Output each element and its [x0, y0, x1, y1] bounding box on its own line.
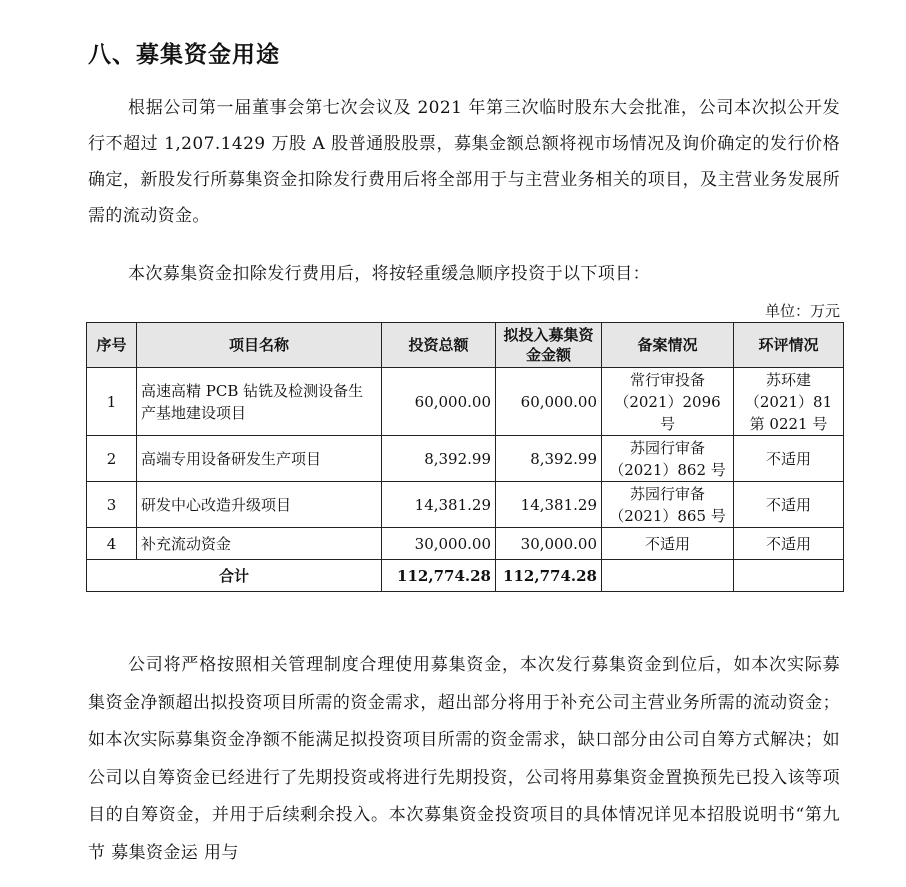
row-project-name: 高速高精 PCB 钻铣及检测设备生产基地建设项目 — [137, 368, 382, 436]
row-filing: 苏园行审备（2021）865 号 — [602, 482, 734, 528]
row-project-name: 补充流动资金 — [137, 528, 382, 560]
header-filing: 备案情况 — [602, 323, 734, 368]
row-no: 2 — [87, 436, 137, 482]
table-header-row — [87, 323, 844, 368]
header-planned-funds: 拟投入募集资金金额 — [496, 323, 602, 368]
total-label: 合计 — [87, 560, 382, 592]
header-project-name: 项目名称 — [137, 323, 382, 368]
row-no: 3 — [87, 482, 137, 528]
closing-paragraph: 公司将严格按照相关管理制度合理使用募集资金，本次发行募集资金到位后，如本次实际募集资金净额超出拟投资项目所需的资金需求，超出部分将用于补充公司主营业务所需的流动资金；如本次实际募集资金净额不能满足拟投资项目所需的资金需求，缺口部分由公司自筹方式解决；如公司以自筹资金已经进行了先期投资或将进行先期投资，公司将用募集资金置换预先已投入该等项目的自筹资金，并用于后续剩余投入。本次募集资金投资项目的具体情况详见本招股说明书“第九节 募集资金运 用与 — [88, 655, 840, 863]
total-investment-sum: 112,774.28 — [382, 560, 496, 592]
table-row — [87, 528, 844, 560]
row-total: 14,381.29 — [382, 482, 496, 528]
fund-usage-table — [86, 322, 844, 592]
row-eia: 不适用 — [734, 482, 844, 528]
row-planned: 8,392.99 — [496, 436, 602, 482]
header-total-investment: 投资总额 — [382, 323, 496, 368]
header-eia: 环评情况 — [734, 323, 844, 368]
row-filing: 苏园行审备（2021）862 号 — [602, 436, 734, 482]
row-planned: 60,000.00 — [496, 368, 602, 436]
total-filing-empty — [602, 560, 734, 592]
row-project-name: 高端专用设备研发生产项目 — [137, 436, 382, 482]
row-eia: 不适用 — [734, 436, 844, 482]
total-planned-sum: 112,774.28 — [496, 560, 602, 592]
investment-order-paragraph: 本次募集资金扣除发行费用后，将按轻重缓急顺序投资于以下项目： — [128, 264, 650, 284]
table-row — [87, 368, 844, 436]
row-eia: 不适用 — [734, 528, 844, 560]
unit-label: 单位：万元 — [764, 302, 840, 320]
row-project-name: 研发中心改造升级项目 — [137, 482, 382, 528]
row-no: 1 — [87, 368, 137, 436]
row-total: 30,000.00 — [382, 528, 496, 560]
table-row — [87, 482, 844, 528]
row-no: 4 — [87, 528, 137, 560]
section-heading: 八、募集资金用途 — [88, 42, 280, 68]
total-eia-empty — [734, 560, 844, 592]
table-total-row — [87, 560, 844, 592]
table-row — [87, 436, 844, 482]
row-total: 60,000.00 — [382, 368, 496, 436]
header-no: 序号 — [87, 323, 137, 368]
row-eia: 苏环建（2021）81第 0221 号 — [734, 368, 844, 436]
row-planned: 14,381.29 — [496, 482, 602, 528]
row-total: 8,392.99 — [382, 436, 496, 482]
intro-paragraph: 根据公司第一届董事会第七次会议及 2021 年第三次临时股东大会批准，公司本次拟公开发行不超过 1,207.1429 万股 A 股普通股股票，募集金额总额将视市场情况及询价确定的发行价格确定，新股发行所募集资金扣除发行费用后将全部用于与主营业务相关的项目，及主营业务发展所需的流动资金。 — [88, 98, 840, 226]
row-filing: 不适用 — [602, 528, 734, 560]
row-planned: 30,000.00 — [496, 528, 602, 560]
row-filing: 常行审投备（2021）2096 号 — [602, 368, 734, 436]
